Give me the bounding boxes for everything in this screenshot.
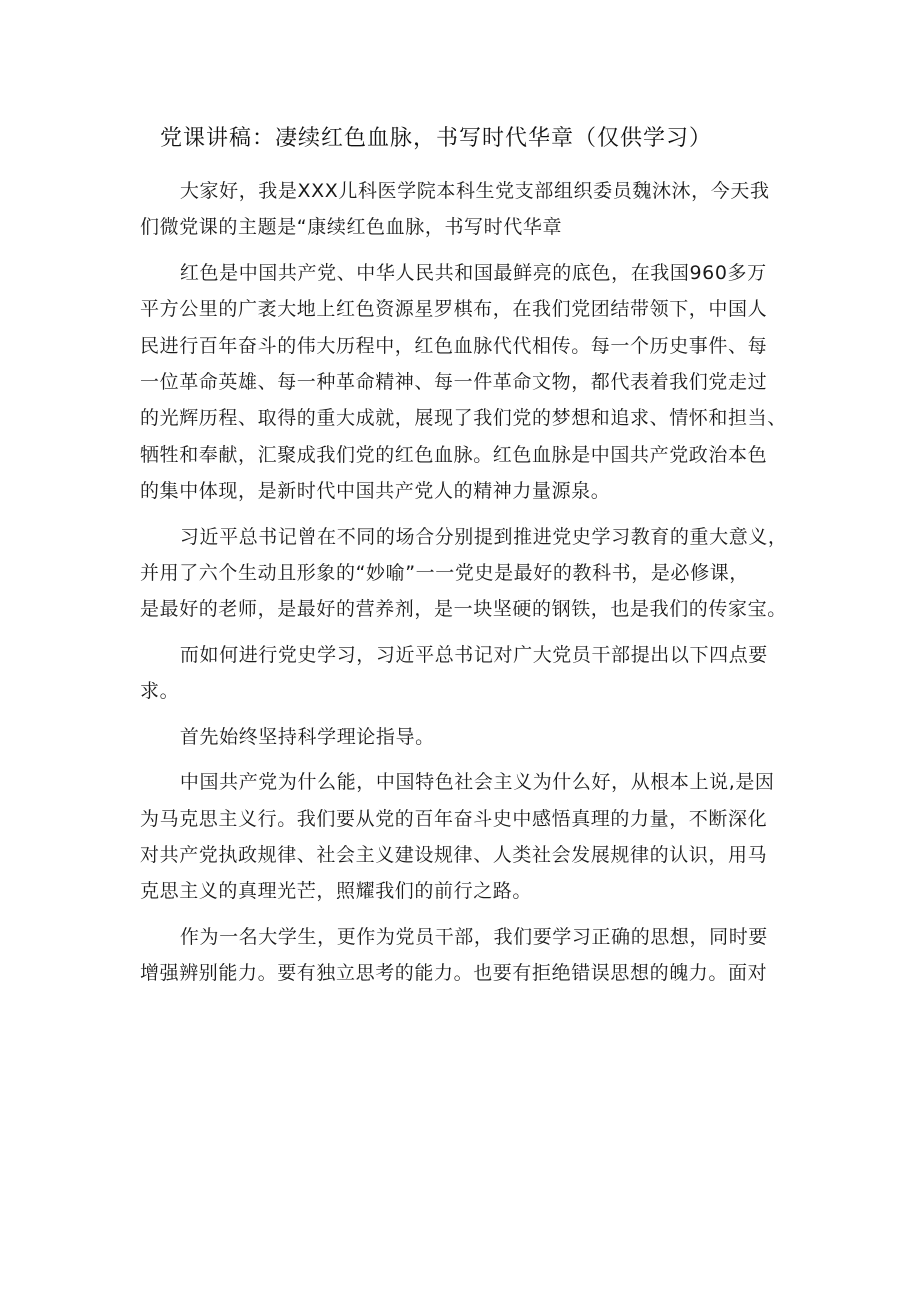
text-line: 增强辨别能力。要有独立思考的能力。也要有拒绝错误思想的魄力。面对 (140, 962, 768, 985)
paragraph-requirements (140, 637, 800, 710)
text-line: 克思主义的真理光芒，照耀我们的前行之路。 (140, 880, 533, 903)
text-line: 作为一名大学生，更作为党员干部，我们要学习正确的思想，同时要 (179, 925, 768, 948)
text-line: 牺牲和奉献，汇聚成我们党的红色血脉。红色血脉是中国共产党政治本色 (140, 443, 768, 466)
text-line: 的光辉历程、取得的重大成就，展现了我们党的梦想和追求、情怀和担当、 (140, 407, 787, 430)
text-line: 对共产党执政规律、社会主义建设规律、人类社会发展规律的认识，用马 (140, 843, 768, 866)
document-title: 党课讲稿：凄续红色血脉，书写时代华章（仅供学习） (160, 126, 713, 151)
paragraph-student (140, 919, 800, 992)
text-line: 们微党课的主题是“康续红色血脉，书写时代华章 (140, 216, 563, 239)
text-line: 并用了六个生动且形象的“妙喻”一一党史是最好的教科书，是必修课， (140, 562, 749, 585)
paragraph-red-color (140, 255, 800, 510)
document-body (140, 173, 800, 992)
paragraph-first-point (140, 719, 800, 755)
text-line: 大家好，我是XXX儿科医学院本科生党支部组织委员魏沐沐，今天我 (179, 180, 770, 202)
text-line: 求。 (140, 680, 180, 703)
text-line: 中国共产党为什么能，中国特色社会主义为什么好，从根本上说,是因 (179, 771, 775, 794)
text-line: 红色是中国共产党、中华人民共和国最鲜亮的底色，在我国960多万 (179, 261, 767, 284)
text-line: 是最好的老师，是最好的营养剂，是一块坚硬的钢铁，也是我们的传家宝。 (140, 598, 787, 621)
text-line: 平方公里的广袤大地上红色资源星罗棋布，在我们党团结带领下，中国人 (140, 298, 768, 321)
text-line: 而如何进行党史学习，习近平总书记对广大党员干部提出以下四点要 (179, 643, 768, 666)
text-line: 一位革命英雄、每一种革命精神、每一件革命文物，都代表着我们党走过 (140, 371, 768, 394)
paragraph-metaphors (140, 519, 800, 628)
text-line: 习近平总书记曾在不同的场合分别提到推进党史学习教育的重大意义， (179, 525, 788, 548)
text-line: 首先始终坚持科学理论指导。 (179, 725, 435, 748)
text-line: 的集中体现，是新时代中国共产党人的精神力量源泉。 (140, 480, 611, 503)
paragraph-marxism (140, 764, 800, 910)
text-line: 民进行百年奋斗的伟大历程中，红色血脉代代相传。每一个历史事件、每 (140, 334, 768, 357)
paragraph-greeting (140, 173, 800, 246)
text-line: 为马克思主义行。我们要从党的百年奋斗史中感悟真理的力量，不断深化 (140, 807, 768, 830)
